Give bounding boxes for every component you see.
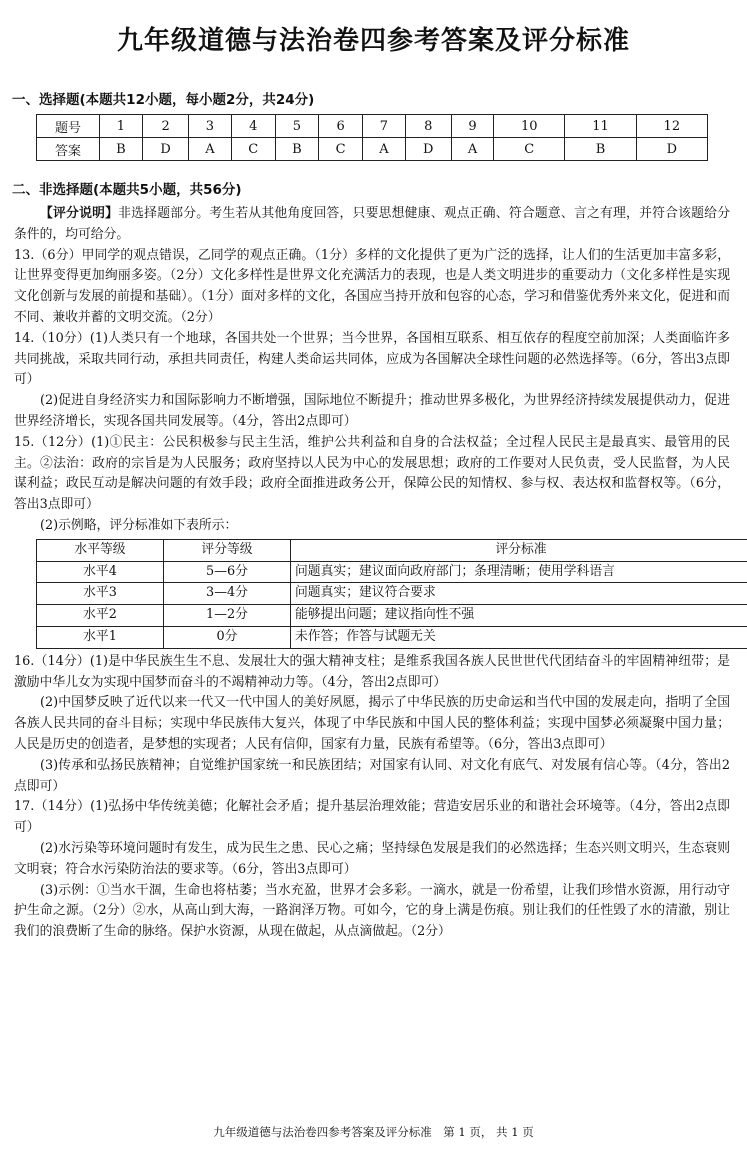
level-cell: 水平3 bbox=[37, 583, 164, 605]
section2-heading: 二、非选择题(本题共5小题，共56分) bbox=[12, 182, 242, 198]
answer-cell: C bbox=[231, 138, 275, 161]
answer-table-row-numbers bbox=[37, 115, 708, 138]
question-number: 7 bbox=[363, 115, 405, 138]
level-cell: 水平4 bbox=[37, 561, 164, 583]
question-number: 10 bbox=[494, 115, 565, 138]
level-table-header bbox=[37, 539, 747, 561]
scoring-note-text: 非选择题部分。考生若从其他角度回答，只要思想健康、观点正确、符合题意、言之有理，并符合该题给分条件的，均可给分。 bbox=[14, 206, 731, 242]
question-13-answer: 13.（6分）甲同学的观点错误，乙同学的观点正确。（1分）多样的文化提供了更为广泛的选择，让人们的生活更加丰富多彩，让世界变得更加绚丽多姿。（2分）文化多样性是世界文化充满活力的表现，也是人类文明进步的重要动力（文化多样性是实现文化创新与发展的前提和基础）。（1分）面对多样的文化，各国应当持开放和包容的心态，学习和借鉴优秀外来文化，促进和而不同、兼收并蓄的文明交流。（2分） bbox=[14, 247, 730, 325]
row-label-answer: 答案 bbox=[37, 138, 100, 161]
grade-cell: 0分 bbox=[164, 626, 291, 648]
answer-cell: A bbox=[363, 138, 405, 161]
header-grade: 评分等级 bbox=[164, 539, 291, 561]
criteria-cell: 问题真实；建议面向政府部门；条理清晰；使用学科语言 bbox=[291, 561, 747, 583]
question-number: 5 bbox=[275, 115, 318, 138]
answer-cell: B bbox=[565, 138, 636, 161]
question-number: 4 bbox=[231, 115, 275, 138]
answer-cell: D bbox=[405, 138, 451, 161]
header-level: 水平等级 bbox=[37, 539, 164, 561]
question-number: 3 bbox=[189, 115, 231, 138]
question-14-part2: (2)促进自身经济实力和国际影响力不断增强，国际地位不断提升；推动世界多极化，为世界经济持续发展提供动力，促进世界经济增长，实现各国共同发展等。（4分，答出2点即可） bbox=[14, 393, 730, 429]
level-row bbox=[37, 605, 747, 627]
level-row bbox=[37, 583, 747, 605]
criteria-cell: 能够提出问题；建议指向性不强 bbox=[291, 605, 747, 627]
answers-body bbox=[14, 204, 730, 943]
row-label-number: 题号 bbox=[37, 115, 100, 138]
header-criteria: 评分标准 bbox=[291, 539, 747, 561]
answer-cell: C bbox=[494, 138, 565, 161]
level-cell: 水平2 bbox=[37, 605, 164, 627]
question-17-part3: (3)示例：①当水干涸，生命也将枯萎；当水充盈，世界才会多彩。一滴水，就是一份希望，让我们珍惜水资源，用行动守护生命之源。（2分）②水，从高山到大海，一路润泽万物。可如今，它的身上满是伤痕。别让我们的任性毁了水的清澈，别让我们的浪费断了生命的脉络。保护水资源，从现在做起，从点滴做起。（2分） bbox=[14, 882, 730, 940]
criteria-cell: 问题真实；建议符合要求 bbox=[291, 583, 747, 605]
answer-cell: A bbox=[451, 138, 493, 161]
answer-table bbox=[36, 114, 708, 161]
grade-cell: 1—2分 bbox=[164, 605, 291, 627]
question-17-part2: (2)水污染等环境问题时有发生，成为民生之患、民心之痛；坚持绿色发展是我们的必然选择；生态兴则文明兴，生态衰则文明衰；符合水污染防治法的要求等。（6分，答出3点即可） bbox=[14, 840, 730, 877]
question-16-part1: 16.（14分）(1)是中华民族生生不息、发展壮大的强大精神支柱；是维系我国各族人民世世代代团结奋斗的牢固精神纽带；是激励中华儿女为实现中国梦而奋斗的不竭精神动力等。（4分，答出2点即可） bbox=[14, 653, 730, 690]
scoring-note-label: 【评分说明】 bbox=[40, 206, 119, 221]
scoring-level-table bbox=[36, 539, 747, 649]
criteria-cell: 未作答；作答与试题无关 bbox=[291, 626, 747, 648]
question-number: 1 bbox=[100, 115, 143, 138]
level-row bbox=[37, 626, 747, 648]
question-number: 12 bbox=[636, 115, 707, 138]
question-16-part3: (3)传承和弘扬民族精神；自觉维护国家统一和民族团结；对国家有认同、对文化有底气、对发展有信心等。（4分，答出2点即可） bbox=[14, 757, 730, 794]
question-16-part2: (2)中国梦反映了近代以来一代又一代中国人的美好夙愿，揭示了中华民族的历史命运和当代中国的发展走向，指明了全国各族人民共同的奋斗目标；实现中华民族伟大复兴，体现了中华民族和中国人民的整体利益；实现中国梦必须凝聚中国力量；人民是历史的创造者，是梦想的实现者；人民有信仰，国家有力量，民族有希望等。（6分，答出3点即可） bbox=[14, 695, 730, 752]
answer-cell: B bbox=[100, 138, 143, 161]
question-number: 2 bbox=[142, 115, 188, 138]
question-14-part1: 14.（10分）(1)人类只有一个地球，各国共处一个世界；当今世界，各国相互联系、相互依存的程度空前加深；人类面临许多共同挑战，采取共同行动，承担共同责任，构建人类命运共同体，应成为各国解决全球性问题的必然选择等。（6分，答出3点即可） bbox=[14, 330, 730, 388]
grade-cell: 5—6分 bbox=[164, 561, 291, 583]
section1-heading: 一、选择题(本题共12小题，每小题2分，共24分) bbox=[12, 92, 315, 108]
question-number: 9 bbox=[451, 115, 493, 138]
document-title: 九年级道德与法治卷四参考答案及评分标准 bbox=[116, 26, 630, 56]
grade-cell: 3—4分 bbox=[164, 583, 291, 605]
answer-cell: D bbox=[636, 138, 707, 161]
level-row bbox=[37, 561, 747, 583]
answer-cell: D bbox=[142, 138, 188, 161]
question-15-part1: 15.（12分）(1)①民主：公民积极参与民主生活，维护公共利益和自身的合法权益；全过程人民民主是最真实、最管用的民主。②法治：政府的宗旨是为人民服务；政府坚持以人民为中心的发展思想；政府的工作要对人民负责，受人民监督，为人民谋利益；政民互动是解决问题的有效手段；政府全面推进政务公开，保障公民的知情权、参与权、表达权和监督权等。（6分，答出3点即可） bbox=[14, 434, 730, 513]
question-number: 11 bbox=[565, 115, 636, 138]
answer-cell: C bbox=[318, 138, 362, 161]
question-number: 6 bbox=[318, 115, 362, 138]
answer-cell: A bbox=[189, 138, 231, 161]
question-17-part1: 17.（14分）(1)弘扬中华传统美德；化解社会矛盾；提升基层治理效能；营造安居乐业的和谐社会环境等。（4分，答出2点即可） bbox=[14, 799, 730, 836]
question-number: 8 bbox=[405, 115, 451, 138]
scoring-note bbox=[14, 204, 730, 246]
question-15-part2: (2)示例略，评分标准如下表所示： bbox=[40, 517, 238, 533]
answer-cell: B bbox=[275, 138, 318, 161]
page-footer: 九年级道德与法治卷四参考答案及评分标准 第 1 页， 共 1 页 bbox=[213, 1125, 534, 1139]
answer-table-row-answers bbox=[37, 138, 708, 161]
level-cell: 水平1 bbox=[37, 626, 164, 648]
